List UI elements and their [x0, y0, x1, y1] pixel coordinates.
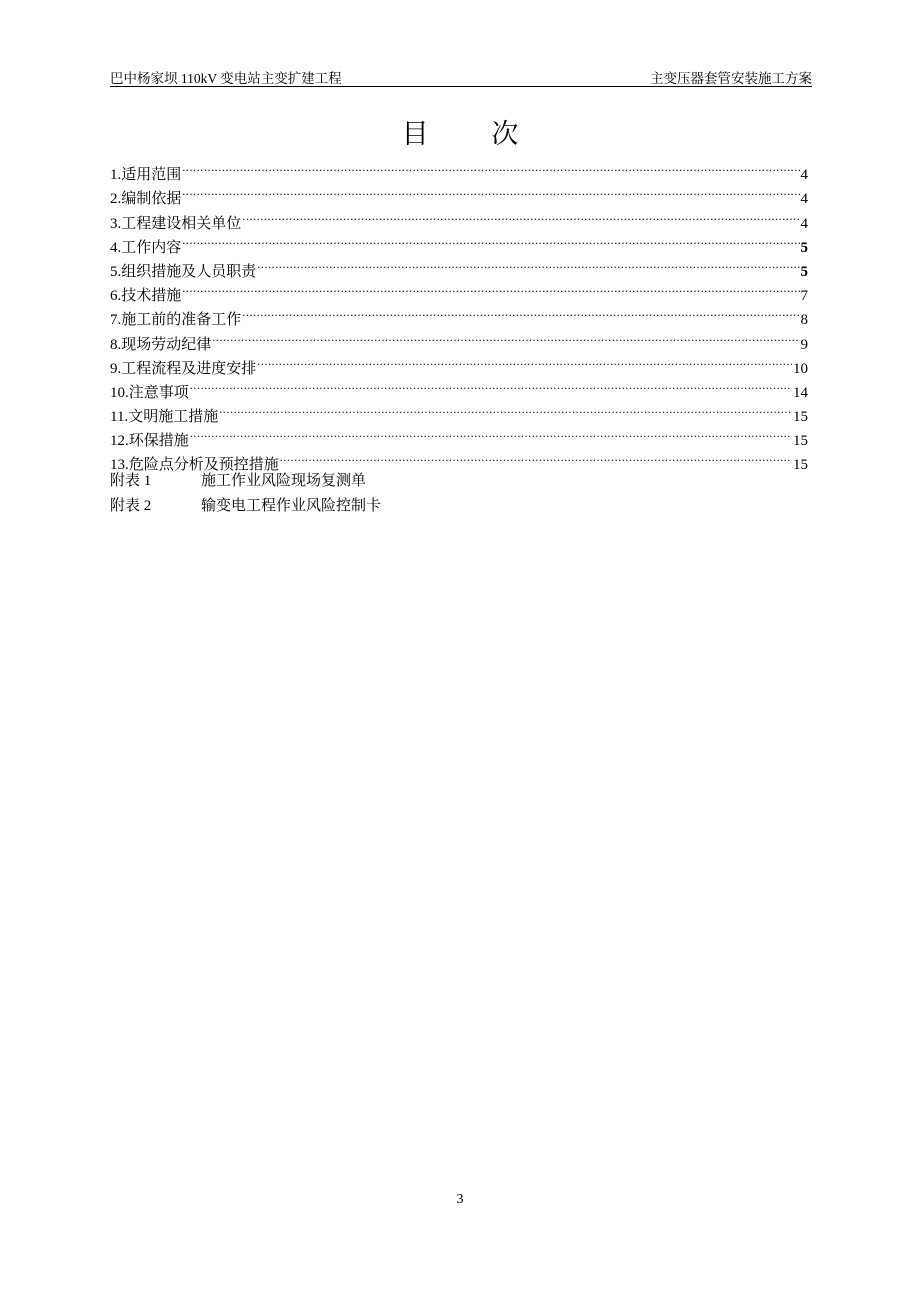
toc-entry[interactable]: [110, 421, 808, 450]
toc-entry[interactable]: [110, 373, 808, 401]
toc-dot-leader: [212, 324, 799, 348]
toc-dot-leader: [257, 349, 792, 373]
toc-entry-page: 4: [800, 215, 808, 232]
appendix-entry[interactable]: [110, 494, 808, 518]
table-of-contents: [110, 155, 808, 518]
toc-entry-page: 15: [793, 457, 808, 474]
toc-dot-leader: [190, 421, 792, 445]
toc-entry[interactable]: [110, 324, 808, 353]
toc-entry[interactable]: [110, 252, 808, 280]
toc-entry-label: 10.注意事项: [110, 384, 189, 401]
toc-dot-leader: [182, 155, 799, 179]
toc-dot-leader: [219, 397, 792, 421]
toc-entry[interactable]: [110, 349, 808, 377]
toc-entry-label: 11.文明施工措施: [110, 409, 219, 426]
appendix-key: 附表 1: [110, 473, 152, 490]
toc-entry-label: 5.组织措施及人员职责: [110, 263, 257, 280]
toc-dot-leader: [182, 179, 799, 203]
toc-dot-leader: [182, 228, 799, 252]
toc-entry-label: 3.工程建设相关单位: [110, 215, 242, 232]
toc-dot-leader: [182, 276, 799, 300]
toc-dot-leader: [242, 203, 799, 227]
header-right-title: 主变压器套管安装施工方案: [650, 71, 812, 86]
appendix-title: 输变电工程作业风险控制卡: [201, 497, 382, 514]
toc-entry-label: 6.技术措施: [110, 288, 182, 305]
toc-entry-label: 4.工作内容: [110, 239, 182, 256]
toc-entry-label: 8.现场劳动纪律: [110, 336, 212, 353]
page-header: [110, 64, 812, 87]
toc-entry[interactable]: [110, 445, 808, 474]
toc-entry[interactable]: [110, 228, 808, 256]
toc-title: 目 次: [401, 119, 547, 149]
toc-entry-page: 15: [793, 409, 808, 426]
toc-dot-leader: [280, 445, 792, 469]
toc-entry-label: 13.危险点分析及预控措施: [110, 457, 279, 474]
toc-entry[interactable]: [110, 276, 808, 305]
toc-entry-label: 7.施工前的准备工作: [110, 312, 242, 329]
toc-entry-page: 5: [800, 239, 808, 256]
toc-dot-leader: [257, 252, 799, 276]
toc-dot-leader: [190, 373, 792, 397]
toc-entry-page: 8: [800, 312, 808, 329]
appendix-key: 附表 2: [110, 497, 152, 514]
toc-entry-page: 15: [793, 433, 808, 450]
header-left-title: 巴中杨家坝 110kV 变电站主变扩建工程: [110, 71, 342, 86]
toc-entry-label: 2.编制依据: [110, 191, 182, 208]
toc-entry[interactable]: [110, 397, 808, 426]
appendix-entry[interactable]: [110, 469, 808, 493]
toc-entry[interactable]: [110, 155, 808, 184]
toc-entry-page: 4: [800, 167, 808, 184]
toc-entry-page: 14: [793, 384, 808, 401]
toc-entry-page: 4: [800, 191, 808, 208]
toc-dot-leader: [242, 300, 799, 324]
toc-entry-label: 9.工程流程及进度安排: [110, 360, 257, 377]
toc-entry[interactable]: [110, 179, 808, 208]
toc-entry-page: 5: [800, 263, 808, 280]
toc-entry-page: 7: [800, 288, 808, 305]
toc-entry-label: 12.环保措施: [110, 433, 189, 450]
toc-entry-page: 10: [793, 360, 808, 377]
toc-entry[interactable]: [110, 300, 808, 329]
toc-entry[interactable]: [110, 203, 808, 232]
toc-entry-label: 1.适用范围: [110, 167, 182, 184]
toc-entry-page: 9: [800, 336, 808, 353]
appendix-title: 施工作业风险现场复测单: [201, 473, 367, 490]
page-number: 3: [456, 1192, 464, 1207]
